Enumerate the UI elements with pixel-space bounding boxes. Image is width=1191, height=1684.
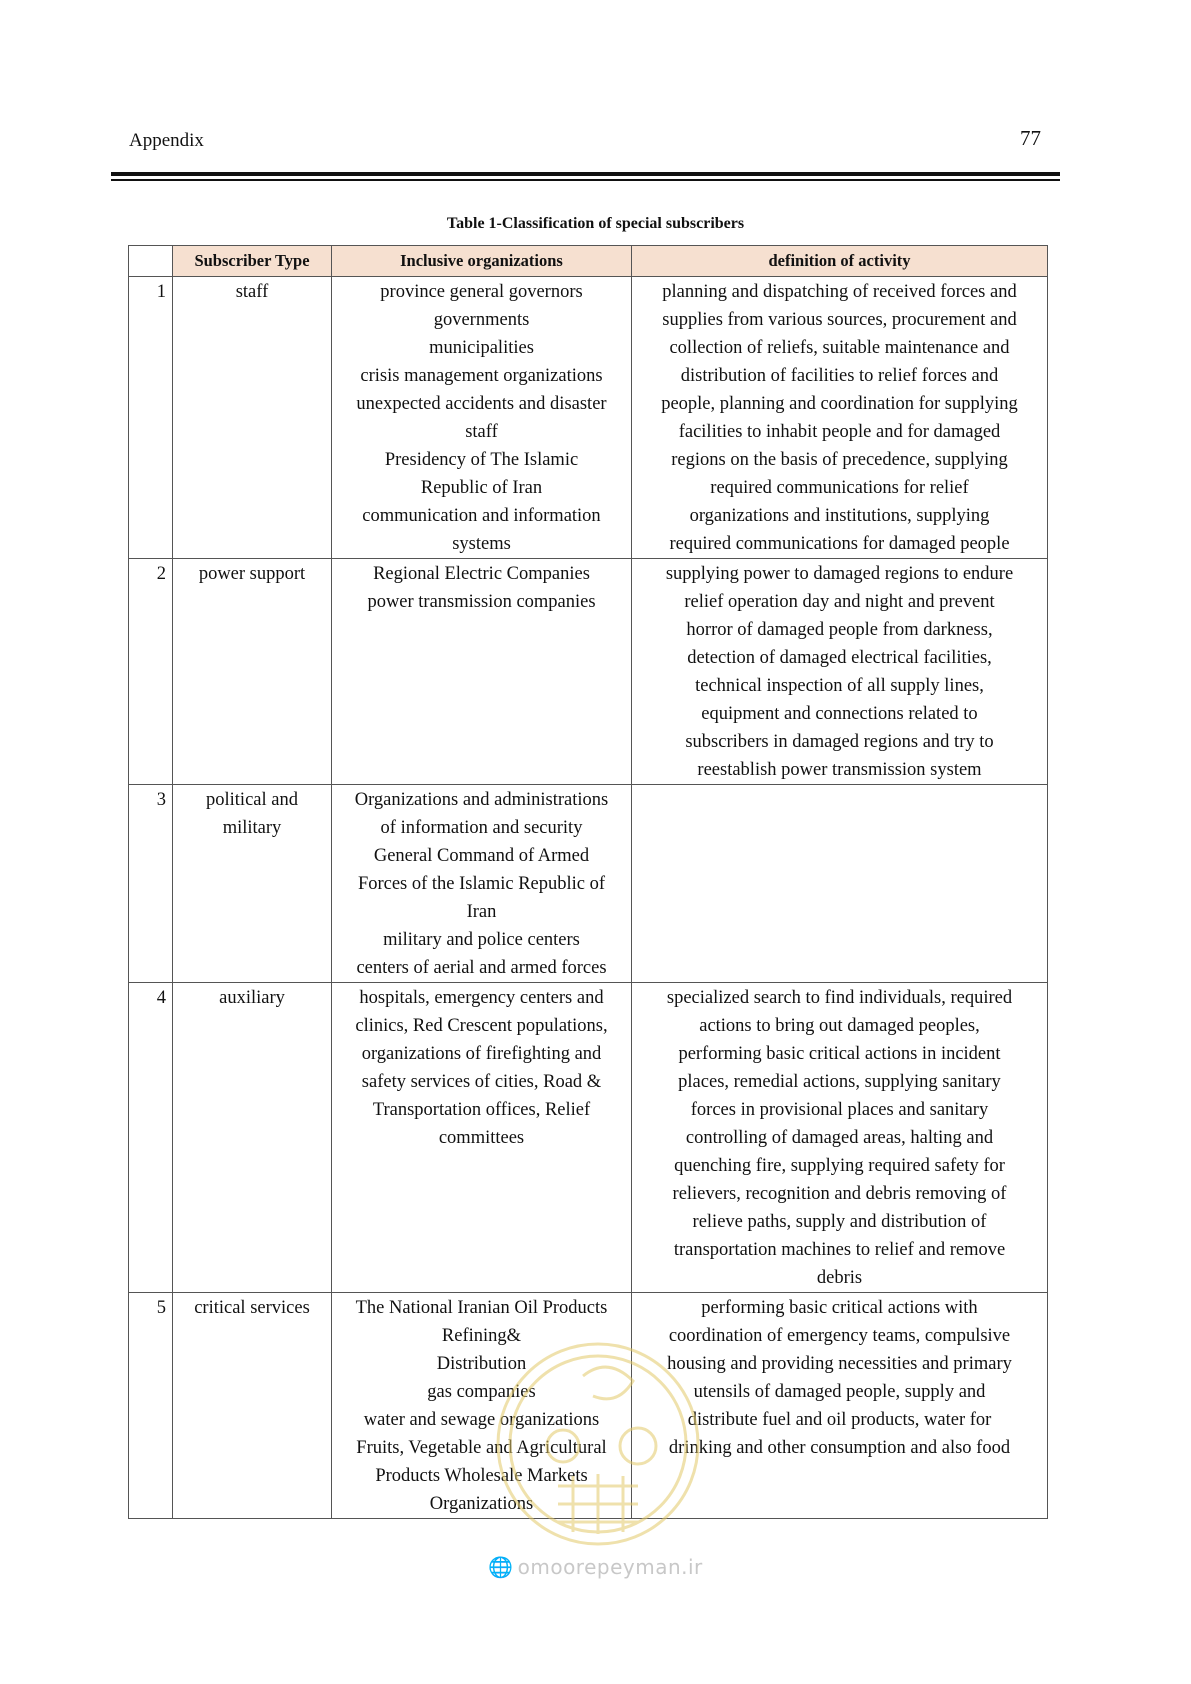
table-row <box>129 277 1048 559</box>
watermark-label: omoorepeyman.ir <box>517 1555 703 1579</box>
organization-line: hospitals, emergency centers and <box>359 988 604 1008</box>
organization-line: clinics, Red Crescent populations, <box>355 1016 608 1036</box>
table-row <box>129 559 1048 785</box>
organization-line: province general governors <box>380 282 583 302</box>
organizations-cell <box>332 559 632 785</box>
organization-line: General Command of Armed <box>373 846 590 866</box>
activity-cell <box>632 785 1048 983</box>
subscribers-table <box>128 245 1048 1519</box>
organization-line: communication and information <box>362 506 601 526</box>
table-row <box>129 983 1048 1293</box>
organization-line: Iran <box>466 902 497 922</box>
organization-line: safety services of cities, Road & <box>361 1072 602 1092</box>
organization-line: Presidency of The Islamic <box>384 450 579 470</box>
organization-line: staff <box>465 422 498 442</box>
row-number: 2 <box>129 559 173 785</box>
organization-line: systems <box>452 534 511 554</box>
activity-line: required communications for damaged people <box>669 534 1010 554</box>
activity-line: coordination of emergency teams, compulsive <box>668 1326 1011 1346</box>
activity-line: relief operation day and night and prevent <box>684 592 995 612</box>
organization-line: military and police centers <box>383 930 580 950</box>
page-number: 77 <box>1020 126 1041 150</box>
activity-line: debris <box>816 1268 863 1288</box>
table-caption: Table 1-Classification of special subscribers <box>446 215 745 232</box>
activity-cell <box>632 1293 1048 1519</box>
activity-line: supplying power to damaged regions to endure <box>665 564 1014 584</box>
organization-line: crisis management organizations <box>360 366 603 386</box>
subscriber-type-cell <box>173 785 332 983</box>
activity-line: relieve paths, supply and distribution of <box>692 1212 987 1232</box>
activity-line: supplies from various sources, procurement and <box>662 310 1017 330</box>
running-head: Appendix <box>129 130 204 151</box>
activity-line: quenching fire, supplying required safety for <box>674 1156 1005 1176</box>
activity-line: people, planning and coordination for supplying <box>661 394 1018 414</box>
column-header-inclusive-organizations: Inclusive organizations <box>332 246 632 277</box>
table-body <box>129 277 1048 1519</box>
subscriber-type-line: military <box>222 818 282 838</box>
column-header-subscriber-type: Subscriber Type <box>173 246 332 277</box>
activity-line: transportation machines to relief and remove <box>673 1240 1006 1260</box>
activity-line: actions to bring out damaged peoples, <box>699 1016 980 1036</box>
table-row <box>129 1293 1048 1519</box>
organization-line: Regional Electric Companies <box>373 564 590 584</box>
globe-icon: 🌐 <box>488 1555 514 1579</box>
activity-line: technical inspection of all supply lines, <box>695 676 984 696</box>
activity-cell <box>632 559 1048 785</box>
organization-line: Fruits, Vegetable and Agricultural <box>356 1438 607 1458</box>
subscriber-type-line: auxiliary <box>219 988 285 1008</box>
organization-line: power transmission companies <box>367 592 596 612</box>
organization-line: organizations of firefighting and <box>361 1044 602 1064</box>
organization-line: Products Wholesale Markets <box>375 1466 588 1486</box>
organization-line: water and sewage organizations <box>363 1410 600 1430</box>
column-header-number <box>129 246 173 277</box>
subscriber-type-cell <box>173 559 332 785</box>
activity-line: reestablish power transmission system <box>697 760 982 780</box>
organization-line: Forces of the Islamic Republic of <box>357 874 606 894</box>
activity-line: forces in provisional places and sanitary <box>690 1100 989 1120</box>
organization-line: of information and security <box>380 818 583 838</box>
activity-line: housing and providing necessities and primary <box>667 1354 1012 1374</box>
header-rule-thin <box>111 179 1060 181</box>
activity-cell <box>632 983 1048 1293</box>
activity-line: detection of damaged electrical facilities, <box>687 648 992 668</box>
table-header <box>129 246 1048 277</box>
subscriber-type-cell <box>173 1293 332 1519</box>
header-rule-thick <box>111 172 1060 176</box>
subscriber-type-line: power support <box>198 564 306 584</box>
organization-line: governments <box>433 310 530 330</box>
activity-line: subscribers in damaged regions and try to <box>685 732 994 752</box>
organization-line: Republic of Iran <box>420 478 543 498</box>
watermark-text <box>0 1555 1191 1579</box>
activity-line: planning and dispatching of received forces and <box>662 282 1017 302</box>
activity-line: distribute fuel and oil products, water for <box>687 1410 992 1430</box>
activity-cell <box>632 277 1048 559</box>
activity-line: equipment and connections related to <box>701 704 978 724</box>
organization-line: Transportation offices, Relief <box>372 1100 591 1120</box>
subscriber-type-cell <box>173 983 332 1293</box>
activity-line: utensils of damaged people, supply and <box>693 1382 986 1402</box>
organization-line: Refining& <box>441 1326 522 1346</box>
subscriber-type-line: critical services <box>194 1298 310 1318</box>
organization-line: centers of aerial and armed forces <box>356 958 607 978</box>
activity-line: required communications for relief <box>710 478 969 498</box>
organization-line: Organizations <box>429 1494 534 1514</box>
row-number: 1 <box>129 277 173 559</box>
subscriber-type-line: staff <box>235 282 269 302</box>
organizations-cell <box>332 785 632 983</box>
activity-line: distribution of facilities to relief forces and <box>680 366 999 386</box>
row-number: 5 <box>129 1293 173 1519</box>
organizations-cell <box>332 983 632 1293</box>
activity-line: places, remedial actions, supplying sanitary <box>678 1072 1001 1092</box>
subscriber-type-cell <box>173 277 332 559</box>
table-row <box>129 785 1048 983</box>
activity-line: specialized search to find individuals, required <box>666 988 1013 1008</box>
subscriber-type-line: political and <box>206 790 298 810</box>
activity-line: performing basic critical actions in incident <box>678 1044 1001 1064</box>
organization-line: committees <box>438 1128 525 1148</box>
organization-line: municipalities <box>429 338 534 358</box>
organizations-cell <box>332 277 632 559</box>
activity-line: horror of damaged people from darkness, <box>686 620 993 640</box>
activity-line: regions on the basis of precedence, supplying <box>671 450 1008 470</box>
activity-line: performing basic critical actions with <box>701 1298 978 1318</box>
organization-line: Organizations and administrations <box>354 790 609 810</box>
organization-line: Distribution <box>436 1354 527 1374</box>
activity-line: organizations and institutions, supplying <box>689 506 990 526</box>
activity-line: drinking and other consumption and also food <box>668 1438 1011 1458</box>
row-number: 3 <box>129 785 173 983</box>
activity-line: relievers, recognition and debris removing of <box>672 1184 1007 1204</box>
organizations-cell <box>332 1293 632 1519</box>
activity-line: collection of reliefs, suitable maintenance and <box>669 338 1010 358</box>
row-number: 4 <box>129 983 173 1293</box>
activity-line: facilities to inhabit people and for damaged <box>678 422 1001 442</box>
organization-line: unexpected accidents and disaster <box>356 394 607 414</box>
header-row <box>129 246 1048 277</box>
activity-line: controlling of damaged areas, halting and <box>685 1128 994 1148</box>
organization-line: gas companies <box>427 1382 536 1402</box>
column-header-definition-of-activity: definition of activity <box>632 246 1048 277</box>
organization-line: The National Iranian Oil Products <box>355 1298 608 1318</box>
